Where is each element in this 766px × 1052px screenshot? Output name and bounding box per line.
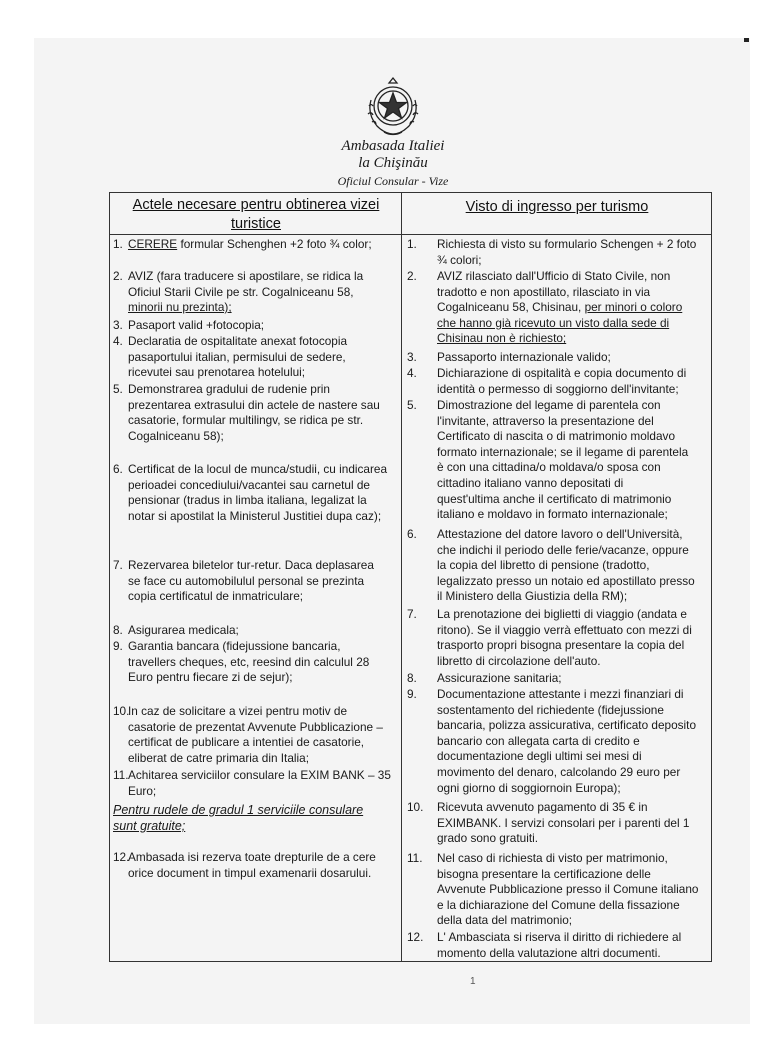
note-line: sunt gratuite; <box>113 819 186 833</box>
item-line: Richiesta di visto su formulario Schengen + 2 foto <box>437 237 697 251</box>
item-line: momento della valutazione altri documenti. <box>437 945 661 960</box>
item-number: 6. <box>407 527 417 541</box>
item-line: Rezervarea biletelor tur-retur. Daca deplasarea <box>128 558 374 572</box>
left-item-7 <box>113 558 395 605</box>
item-number: 5. <box>407 398 417 412</box>
item-line: Ricevuta avvenuto pagamento di 35 € in <box>437 800 648 814</box>
item-line: Cogalniceanu 58); <box>128 428 224 443</box>
right-item-1 <box>407 237 707 268</box>
item-number: 2. <box>113 269 123 283</box>
right-item-10 <box>407 800 707 847</box>
item-line: Assicurazione sanitaria; <box>437 671 562 685</box>
item-number: 8. <box>113 623 123 637</box>
left-item-11 <box>113 768 395 799</box>
item-line: Achitarea serviciilor consulare la EXIM BANK – 35 <box>128 768 391 782</box>
item-line: ¾ colori; <box>437 252 482 267</box>
page-number: 1 <box>470 976 476 987</box>
item-number: 11. <box>407 851 423 865</box>
item-line: travellers cheques, etc, reesind din calculul 28 <box>128 654 370 669</box>
item-line: che indichi il periodo delle ferie/vacanze, oppure <box>437 542 689 557</box>
item-line: Pasaport valid +fotocopia; <box>128 318 265 332</box>
requirements-table <box>109 192 712 962</box>
office-name: Oficiul Consular - Vize <box>337 174 449 188</box>
item-line: Dimostrazione del legame di parentela con <box>437 398 661 412</box>
item-line: pensionar (tradus in limba italiana, legalizat la <box>128 493 367 508</box>
item-line: Certificat de la locul de munca/studii, cu indicarea <box>128 462 388 476</box>
table-border <box>109 192 110 962</box>
item-line: bancario con allegata carta di credito e <box>437 733 640 748</box>
item-line: tradotto e non apostillato, rilasciato in via <box>437 284 651 299</box>
item-line: la copia del libretto di pensione (tradotto, <box>437 558 650 573</box>
item-line: legalizzato presso un notaio ed apostillato presso <box>437 573 695 588</box>
item-line: prezentarea extrasului din actele de nastere sau <box>128 397 380 412</box>
item-line: orice document in timpul examenarii dosarului. <box>128 865 372 880</box>
item-line: se face cu automobilulul personal se prezinta <box>128 573 365 588</box>
item-line: l'invitante, attraverso la presentazione del <box>437 413 654 428</box>
table-border <box>401 192 402 962</box>
item-line: Chisinau non è richiesto; <box>437 331 567 346</box>
table-border <box>711 192 712 962</box>
item-number: 3. <box>113 318 123 332</box>
item-line: Documentazione attestante i mezzi finanziari di <box>437 687 684 701</box>
item-line: minorii nu prezinta); <box>128 300 232 315</box>
left-item-3 <box>113 318 395 334</box>
item-line: che hanno già ricevuto un visto dalla sede di <box>437 315 670 330</box>
item-number: 10. <box>113 704 130 718</box>
item-line: casatorie de prezentat Avvenute Pubblicazione – <box>128 719 383 734</box>
item-number: 12. <box>113 850 130 864</box>
item-line: e la dichiarazione del Comune della fissazione <box>437 897 680 912</box>
item-line: formato internazionale; se il legame di parentela <box>437 444 689 459</box>
item-line: Garantia bancara (fidejussione bancaria, <box>128 639 341 653</box>
item-number: 2. <box>407 269 417 283</box>
item-number: 1. <box>407 237 417 251</box>
left-item-12 <box>113 850 395 881</box>
item-line: In caz de solicitare a vizei pentru motiv de <box>128 704 348 718</box>
item-line: Ambasada isi rezerva toate drepturile de a cere <box>128 850 376 864</box>
item-line: italiano e moldavo in formato internazionale; <box>437 507 668 522</box>
item-line: casatorie, formular multilingv, se ridica pe str. <box>128 413 364 428</box>
right-item-6 <box>407 527 707 605</box>
item-line: AVIZ rilasciato dall'Ufficio di Stato Civile, non <box>437 269 671 283</box>
item-number: 10. <box>407 800 424 814</box>
table-border <box>109 192 712 193</box>
right-item-8 <box>407 671 707 687</box>
item-number: 9. <box>407 687 417 701</box>
right-item-5 <box>407 398 707 523</box>
embassy-name: Ambasada Italiei <box>341 138 445 154</box>
item-line: notar si apostilat la Ministerul Justitiei dupa caz); <box>128 508 382 523</box>
item-line: Nel caso di richiesta di visto per matrimonio, <box>437 851 668 865</box>
left-item-8 <box>113 623 395 639</box>
item-line: copia certificatul de inmatriculare; <box>128 589 304 604</box>
right-column-heading: Visto di ingresso per turismo <box>465 199 649 215</box>
item-line: identità o permesso di soggiorno dell'invitante; <box>437 381 679 396</box>
item-line: L' Ambasciata si riserva il diritto di richiedere al <box>437 930 682 944</box>
item-number: 1. <box>113 237 123 251</box>
item-line: grado sono gratuiti. <box>437 831 538 846</box>
item-line: Oficiul Starii Civile pe str. Cogalniceanu 58, <box>128 284 354 299</box>
item-line: Dichiarazione di ospitalità e copia documento di <box>437 366 687 380</box>
right-item-4 <box>407 366 707 397</box>
item-number: 3. <box>407 350 417 364</box>
left-item-6 <box>113 462 395 524</box>
item-number: 4. <box>407 366 417 380</box>
item-number: 7. <box>407 607 417 621</box>
item-number: 5. <box>113 382 123 396</box>
item-number: 6. <box>113 462 123 476</box>
item-line: sostentamento del richiedente (fidejussione <box>437 702 664 717</box>
item-line: documentazione degli ultimi sei mesi di <box>437 749 642 764</box>
item-line: Attestazione del datore lavoro o dell'Università, <box>437 527 683 541</box>
item-number: 7. <box>113 558 123 572</box>
left-item-4 <box>113 334 395 381</box>
right-item-9 <box>407 687 707 796</box>
item-line: certificat de publicare a intentiei de casatorie, <box>128 735 365 750</box>
right-item-2 <box>407 269 707 347</box>
item-line: pasaportului italian, permisului de sedere, <box>128 349 346 364</box>
item-line: Demonstrarea gradului de rudenie prin <box>128 382 330 396</box>
item-line: perioadei concediului/vacantei sau carnetul de <box>128 477 370 492</box>
item-line: bisogna presentare la certificazione delle <box>437 866 651 881</box>
left-item-9 <box>113 639 395 686</box>
note-line: Pentru rudele de gradul 1 serviciile consulare <box>113 803 364 817</box>
item-line: Euro; <box>128 783 157 798</box>
right-item-3 <box>407 350 707 366</box>
left-item-5 <box>113 382 395 444</box>
item-line: il Ministero della Giustizia della RM); <box>437 589 628 604</box>
item-line: ritono). Se il viaggio verrà effettuato con mezzi di <box>437 622 692 637</box>
item-line: EXIMBANK. I servizi consolari per i parenti del 1 <box>437 815 690 830</box>
item-line: cittadino italiano vanno depositati di <box>437 475 624 490</box>
item-line: movimento del denaro, calcolando 29 euro per <box>437 764 681 779</box>
item-line: trasporto propri bisogna presentare la copia del <box>437 638 685 653</box>
item-line: Euro pentru fiecare zi de sejur); <box>128 670 293 685</box>
item-line: bancaria, polizza assicurativa, certificato deposito <box>437 718 697 733</box>
item-line: eliberat de catre primaria din Italia; <box>128 750 309 765</box>
right-item-12 <box>407 930 707 961</box>
item-line: Asigurarea medicala; <box>128 623 239 637</box>
item-number: 4. <box>113 334 123 348</box>
item-line: è con una cittadina/o moldava/o sposa con <box>437 460 661 475</box>
italian-emblem-icon <box>362 76 424 138</box>
item-line: ricevutei sau prenotarea hotelului; <box>128 365 306 380</box>
free-services-note <box>113 802 395 834</box>
item-line: La prenotazione dei biglietti di viaggio (andata e <box>437 607 687 621</box>
left-item-1 <box>113 237 395 253</box>
item-line: Declaratia de ospitalitate anexat fotocopia <box>128 334 348 348</box>
item-number: 11. <box>113 768 129 782</box>
item-line: AVIZ (fara traducere si apostilare, se ridica la <box>128 269 364 283</box>
table-border <box>109 234 712 235</box>
item-number: 12. <box>407 930 424 944</box>
item-line: CERERE formular Schenghen +2 foto ¾ color; <box>128 237 372 251</box>
embassy-city: la Chişinău <box>358 155 428 171</box>
item-line: della data del matrimonio; <box>437 913 573 928</box>
item-line: Passaporto internazionale valido; <box>437 350 611 364</box>
item-line: quest'ultima anche il certificato di matrimonio <box>437 491 672 506</box>
item-line: Certificato di nascita o di matrimonio moldavo <box>437 429 676 444</box>
item-number: 9. <box>113 639 123 653</box>
scan-mark <box>744 38 749 42</box>
right-item-7 <box>407 607 707 669</box>
item-line: Avvenute Pubblicazione presso il Comune italiano <box>437 882 699 897</box>
left-item-10 <box>113 704 395 766</box>
item-line: libretto di circolazione dell'auto. <box>437 653 601 668</box>
item-line: Cogalniceanu 58, Chisinau, per minori o coloro <box>437 300 683 315</box>
right-item-11 <box>407 851 707 929</box>
left-column-heading: Actele necesare pentru obtinerea vizei turistice <box>132 197 380 232</box>
item-number: 8. <box>407 671 417 685</box>
left-item-2 <box>113 269 395 316</box>
item-line: ogni giorno di soggiornoin Europa); <box>437 780 621 795</box>
